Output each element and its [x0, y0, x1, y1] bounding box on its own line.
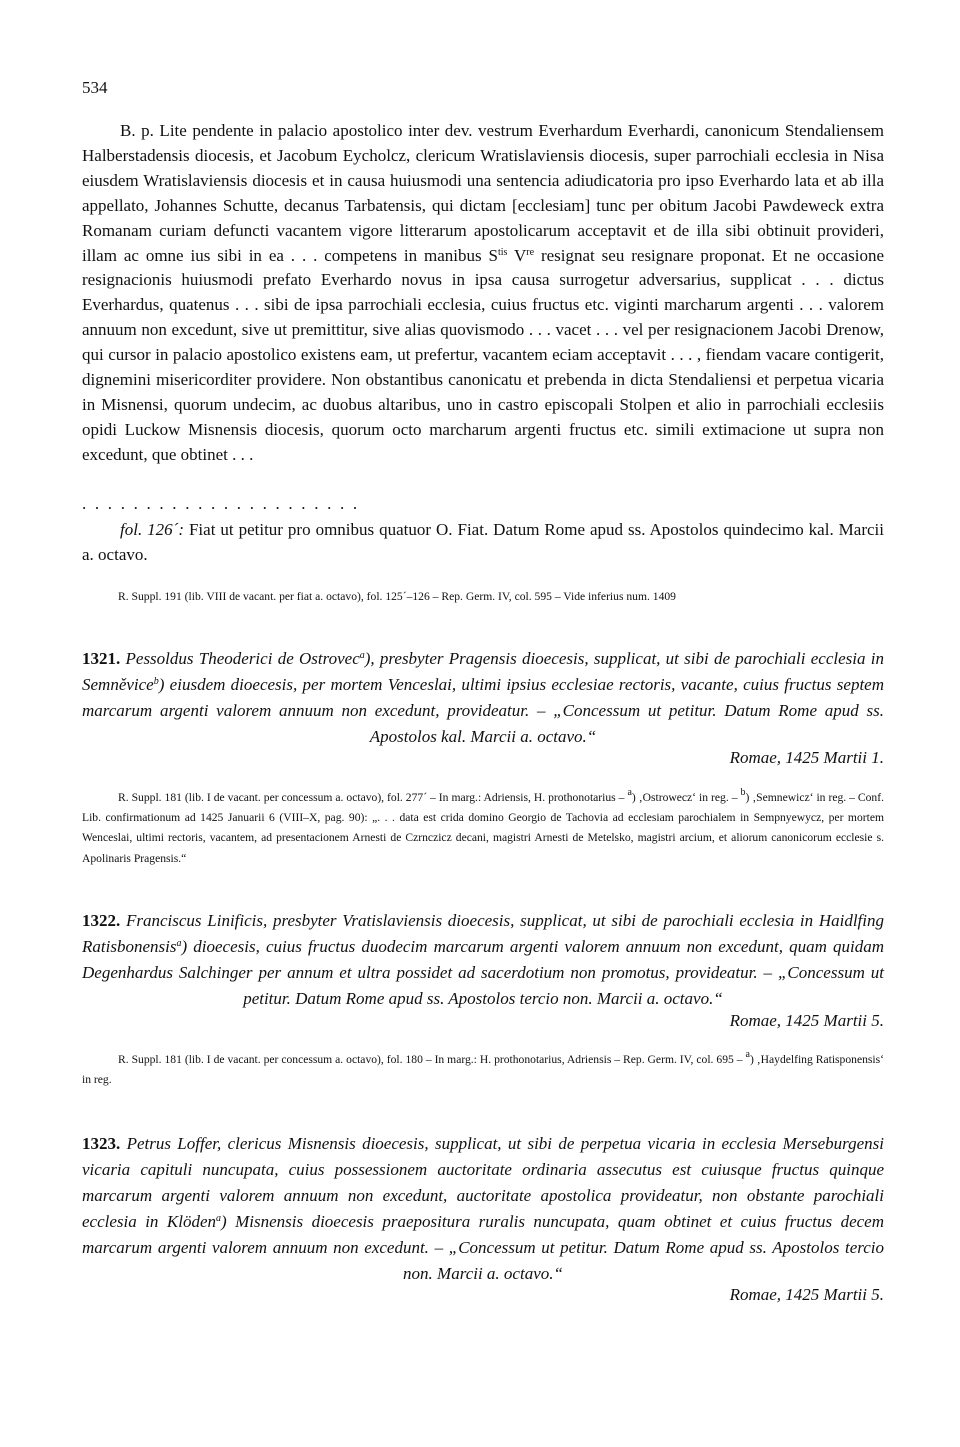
entry-1321: 1321. Pessoldus Theoderici de Ostrovec$^a$), presbyter Pragensis dioecesis, supplicat, ut sibi de parochiali ecclesia in Semněvice$^b$) eiusdem dioecesis, per mortem Venceslai, ultimi ipsius ecclesiae rectoris, vacante, cuius fructus septem marcarum argenti valorem annuum non excedunt, provideatur. – „Concessum ut petitur. Datum Rome apud ss. Apostolos kal. Marcii a. octavo.“ [82, 649, 884, 746]
dateline-1323: Romae, 1425 Martii 5. [729, 1285, 884, 1304]
footnote-1320: R. Suppl. 191 (lib. VIII de vacant. per fiat a. octavo), fol. 125´–126 – Rep. Germ. IV, col. 595 – Vide inferius num. 1409 [118, 590, 676, 603]
entry-number: 1323. [82, 1134, 121, 1153]
continuation-paragraph: B. p. Lite pendente in palacio apostolico inter dev. vestrum Everhardum Everhardi, canonicum Stendaliensem Halberstadensis diocesis, et Jacobum Eycholcz, clericum Wratislaviensis diocesis, super parrochiali ecclesia in Nisa eiusdem Wratislaviensis diocesis et in causa huiusmodi una sentencia adiudicatoria pro ipso Everhardo lata et ab illa appellato, Johannes Schutte, decanus Tarbatensis, qui dictam [ecclesiam] tunc per obitum Jacobi Pawdeweck extra Romanam curiam defuncti vacantem vigore litterarum apostolicarum acceptavit et de illa sibi obtinuit provideri, illam ac omne ius sibi in ea . . . competens in manibus $S^{tis}$ Vre resignat seu resignare proponat. Et ne occasione resignacionis huiusmodi prefato Everhardo novus in ipsa causa surrogetur adversarius, supplicat . . . dictus Everhardus, quatenus . . . sibi de ipsa parrochiali ecclesia, cuius fructus etc. viginti marcharum argenti . . . valorem annuum non excedunt, sive ut premittitur, sive alias quovismodo . . . vacet . . . vel per resignacionem Jacobi Drenow, qui cursor in palacio apostolico existens eam, ut prefertur, vacantem eciam acceptavit . . . , fiendam vacare contigerit, dignemini misericorditer providere. Non obstantibus canonicatu et prebenda in dicta Stendaliensi et perpetua vicaria in Misnensi, quorum undecim, ac duobus altaribus, uno in castro episcopali Stolpen et alio in parrochiali ecclesiis opidi Luckow Misnensis diocesis, quorum octo marcharum argenti fructus etc. simili extimacione ut supra non excedunt, que obtinet . . . [82, 121, 884, 464]
entry-1323: 1323. Petrus Loffer, clericus Misnensis dioecesis, supplicat, ut sibi de perpetua vicaria in ecclesia Merseburgensi vicaria capituli nuncupata, cuius possessionem auctoritate ordinaria assecutus est cuiusque fructus quinque marcarum argenti valorem annuum non excedunt, auctoritate apostolica provideatur, non obstante parochiali ecclesia in Klöden$^a$) Misnensis dioecesis praepositura ruralis nuncupata, quam obtinet et cuius fructus decem marcarum argenti valorem annuum non excedunt. – „Concessum ut petitur. Datum Rome apud ss. Apostolos tercio non. Marcii a. octavo.“ [82, 1134, 884, 1283]
footnote-1322: R. Suppl. 181 (lib. I de vacant. per concessum a. octavo), fol. 180 – In marg.: H. prothonotarius, Adriensis – Rep. Germ. IV, col. 695 – $^a$) ‚Haydelfing Ratisponensis‘ in reg. [82, 1049, 884, 1087]
footnote-1321: R. Suppl. 181 (lib. I de vacant. per concessum a. octavo), fol. 277´ – In marg.: Adriensis, H. prothonotarius – $^a$) ‚Ostrowecz‘ in reg. – $^b$) ‚Semnewicz‘ in reg. – Conf. Lib. confirmationum ad 1425 Januarii 6 (VIII–X, pag. 90): „. . . data est crida domino Georgio de Tachovia ad ecclesiam parochialem in Sempnyewycz, per mortem Wenceslai, ultimi rectoris, vacantem, ad presentacionem Arnesti de Czrnczicz decani, magistri Arnesti de Metelsko, magistri arcium, et aliorum canonicorum ecclesie s. Apolinaris Pragensis.“ [82, 787, 884, 865]
entry-1322: 1322. Franciscus Linificis, presbyter Vratislaviensis dioecesis, supplicat, ut sibi de parochiali ecclesia in Haidlfing Ratisbonensis$^a$) dioecesis, cuius fructus duodecim marcarum argenti valorem annuum non excedunt, quam quidam Degenhardus Salchinger per annum et ultra possidet ad sacerdotium non promotus, provideatur. – „Concessum ut petitur. Datum Rome apud ss. Apostolos tercio non. Marcii a. octavo.“ [82, 911, 884, 1008]
entry-number: 1322. [82, 911, 121, 930]
folio-note: fol. 126´: Fiat ut petitur pro omnibus quatuor O. Fiat. Datum Rome apud ss. Apostolos quindecimo kal. Marcii a. octavo. [82, 520, 884, 564]
dateline-1321: Romae, 1425 Martii 1. [729, 748, 884, 767]
entry-number: 1321. [82, 649, 121, 668]
dateline-1322: Romae, 1425 Martii 5. [729, 1011, 884, 1030]
page-number: 534 [82, 78, 108, 97]
omission-dots: . . . . . . . . . . . . . . . . . . . . . . [82, 494, 360, 513]
